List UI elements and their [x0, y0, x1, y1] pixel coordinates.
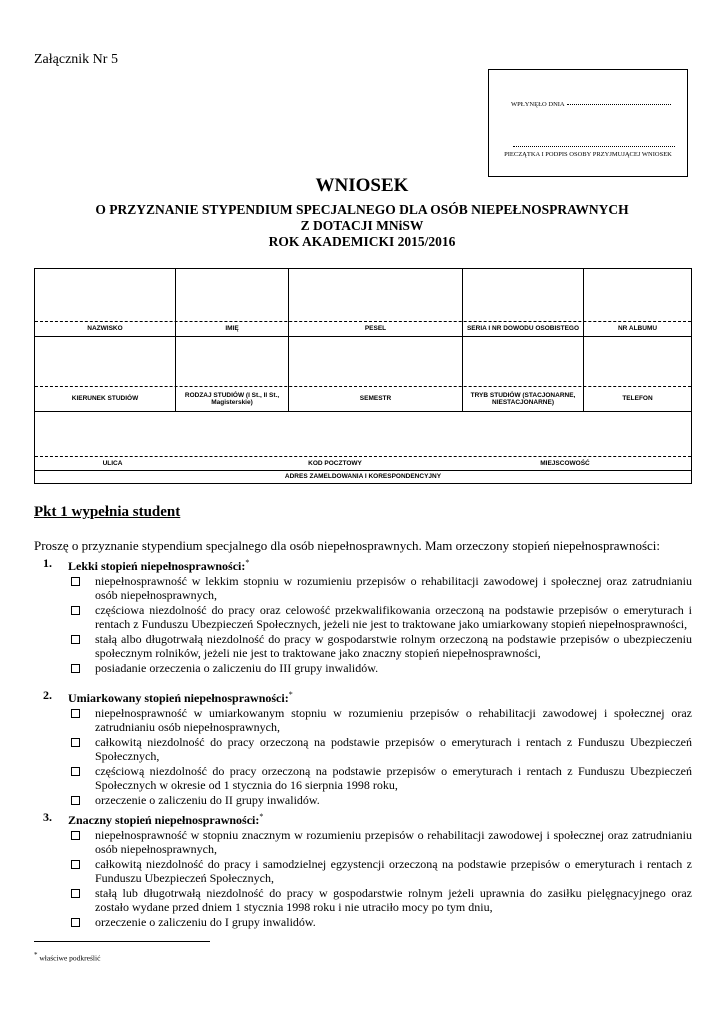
- semester-input[interactable]: [289, 337, 462, 386]
- checkbox[interactable]: [71, 635, 80, 644]
- surname-input[interactable]: [35, 269, 175, 321]
- footnote-mark: *: [288, 690, 293, 699]
- list-item: niepełnosprawność w lekkim stopniu w rozumieniu przepisów o rehabilitacji zawodowej i społecznej oraz zatrudnianiu osób niepełnosprawnych,: [34, 574, 692, 603]
- list-item: stałą albo długotrwałą niezdolność do pracy w gospodarstwie rolnym orzeczoną na podstawie przepisów o ubezpieczeniu społecznym rolników, jeżeli nie jest to traktowane jako znaczny stopień niepełnosprawności,: [34, 632, 692, 661]
- id-card-input[interactable]: [463, 269, 583, 321]
- study-type-input[interactable]: [176, 337, 288, 386]
- field-of-study-label: KIERUNEK STUDIÓW: [71, 395, 139, 403]
- list-item: posiadanie orzeczenia o zaliczeniu do III grupy inwalidów.: [34, 661, 692, 676]
- surname-label: NAZWISKO: [87, 325, 123, 333]
- group-title: Znaczny stopień niepełnosprawności:: [68, 813, 260, 827]
- group-title: Umiarkowany stopień niepełnosprawności:: [68, 691, 289, 705]
- semester-label: SEMESTR: [359, 395, 392, 403]
- received-date-field[interactable]: [511, 101, 671, 108]
- checkbox[interactable]: [71, 577, 80, 586]
- id-card-label: SERIA I NR DOWODU OSOBISTEGO: [466, 325, 580, 333]
- list-item: orzeczenie o zaliczeniu do I grupy inwalidów.: [34, 915, 692, 930]
- album-label: NR ALBUMU: [617, 325, 658, 333]
- section-intro: Proszę o przyznanie stypendium specjalnego dla osób niepełnosprawnych. Mam orzeczony stopień niepełnosprawności:: [34, 538, 660, 553]
- name-label: IMIĘ: [225, 325, 239, 333]
- address-label: ADRES ZAMELDOWANIA I KORESPONDENCYJNY: [284, 473, 442, 481]
- signature-line: [513, 146, 675, 147]
- album-input[interactable]: [584, 269, 691, 321]
- checkbox[interactable]: [71, 889, 80, 898]
- city-label: MIEJSCOWOŚĆ: [540, 459, 590, 467]
- checkbox[interactable]: [71, 606, 80, 615]
- study-mode-label: TRYB STUDIÓW (STACJONARNE, NIESTACJONARNE): [470, 391, 576, 406]
- list-item: orzeczenie o zaliczeniu do II grupy inwalidów.: [34, 793, 692, 808]
- footnote-divider: [34, 941, 210, 942]
- footnote-text: właściwe podkreślić: [39, 953, 101, 963]
- checkbox[interactable]: [71, 709, 80, 718]
- checkbox[interactable]: [71, 831, 80, 840]
- field-of-study-input[interactable]: [35, 337, 175, 386]
- document-title: WNIOSEK: [315, 175, 409, 196]
- list-item: niepełnosprawność w stopniu znacznym w rozumieniu przepisów o rehabilitacji zawodowej i społecznej oraz zatrudnianiu osób niepełnosprawnych,: [34, 828, 692, 857]
- phone-label: TELEFON: [622, 395, 653, 403]
- list-item: niepełnosprawność w umiarkowanym stopniu w rozumieniu przepisów o rehabilitacji zawodowej i społecznej oraz zatrudnianiu osób niepełnosprawnych,: [34, 706, 692, 735]
- study-type-label: RODZAJ STUDIÓW (I St., II St., Magisterskie): [184, 391, 280, 406]
- disability-group-1: [34, 556, 692, 675]
- list-item: całkowitą niezdolność do pracy i samodzielnej egzystencji orzeczoną na podstawie przepisów o emeryturach i rentach z Funduszu Ubezpieczeń Społecznych,: [34, 857, 692, 886]
- receipt-stamp-box: [488, 69, 688, 177]
- section-title: Pkt 1 wypełnia student: [34, 504, 181, 520]
- checkbox[interactable]: [71, 918, 80, 927]
- group-number: 2.: [43, 688, 52, 702]
- address-input[interactable]: [35, 412, 691, 456]
- signature-label: PIECZĄTKA I PODPIS OSOBY PRZYJMUJĄCEJ WNIOSEK: [504, 151, 672, 158]
- pesel-label: PESEL: [364, 325, 387, 333]
- footnote-mark: *: [259, 812, 264, 821]
- footnote: [34, 951, 100, 963]
- document-subtitle-1: O PRZYZNANIE STYPENDIUM SPECJALNEGO DLA OSÓB NIEPEŁNOSPRAWNYCH: [95, 202, 629, 217]
- checkbox[interactable]: [71, 738, 80, 747]
- name-input[interactable]: [176, 269, 288, 321]
- checkbox[interactable]: [71, 796, 80, 805]
- checkbox[interactable]: [71, 860, 80, 869]
- group-number: 3.: [43, 810, 52, 824]
- study-mode-input[interactable]: [463, 337, 583, 386]
- checkbox[interactable]: [71, 767, 80, 776]
- document-subtitle-2: Z DOTACJI MNiSW: [300, 218, 424, 233]
- list-item: częściową niezdolność do pracy orzeczoną na podstawie przepisów o emeryturach i rentach z Funduszu Ubezpieczeń Społecznych w okresie od 1 stycznia do 16 sierpnia 1998 roku,: [34, 764, 692, 793]
- phone-input[interactable]: [584, 337, 691, 386]
- document-subtitle-3: ROK AKADEMICKI 2015/2016: [268, 234, 456, 249]
- disability-group-2: [34, 688, 692, 807]
- pesel-input[interactable]: [289, 269, 462, 321]
- list-item: stałą lub długotrwałą niezdolność do pracy w gospodarstwie rolnym jeżeli uprawnia do zasiłku pielęgnacyjnego oraz zostało wydane przed dniem 1 stycznia 1998 roku i nie utraciło mocy po tym dniu,: [34, 886, 692, 915]
- received-label: WPŁYNĘŁO DNIA: [511, 101, 565, 108]
- street-label: ULICA: [102, 459, 123, 467]
- group-number: 1.: [43, 556, 52, 570]
- postal-code-label: KOD POCZTOWY: [308, 459, 362, 467]
- student-data-form: [34, 268, 692, 484]
- list-item: częściowa niezdolność do pracy oraz celowość przekwalifikowania orzeczoną na podstawie przepisów o emeryturach i rentach z Funduszu Ubezpieczeń Społecznych, jeżeli nie jest to traktowane jako umiarkowany stopień niepełnosprawności,: [34, 603, 692, 632]
- annex-label: Załącznik Nr 5: [34, 52, 118, 67]
- group-title: Lekki stopień niepełnosprawności:: [68, 559, 246, 573]
- footnote-mark: *: [245, 558, 250, 567]
- list-item: całkowitą niezdolność do pracy orzeczoną na podstawie przepisów o emeryturach i rentach z Funduszu Ubezpieczeń Społecznych,: [34, 735, 692, 764]
- footnote-mark: *: [34, 951, 38, 959]
- disability-group-3: [34, 810, 692, 929]
- checkbox[interactable]: [71, 664, 80, 673]
